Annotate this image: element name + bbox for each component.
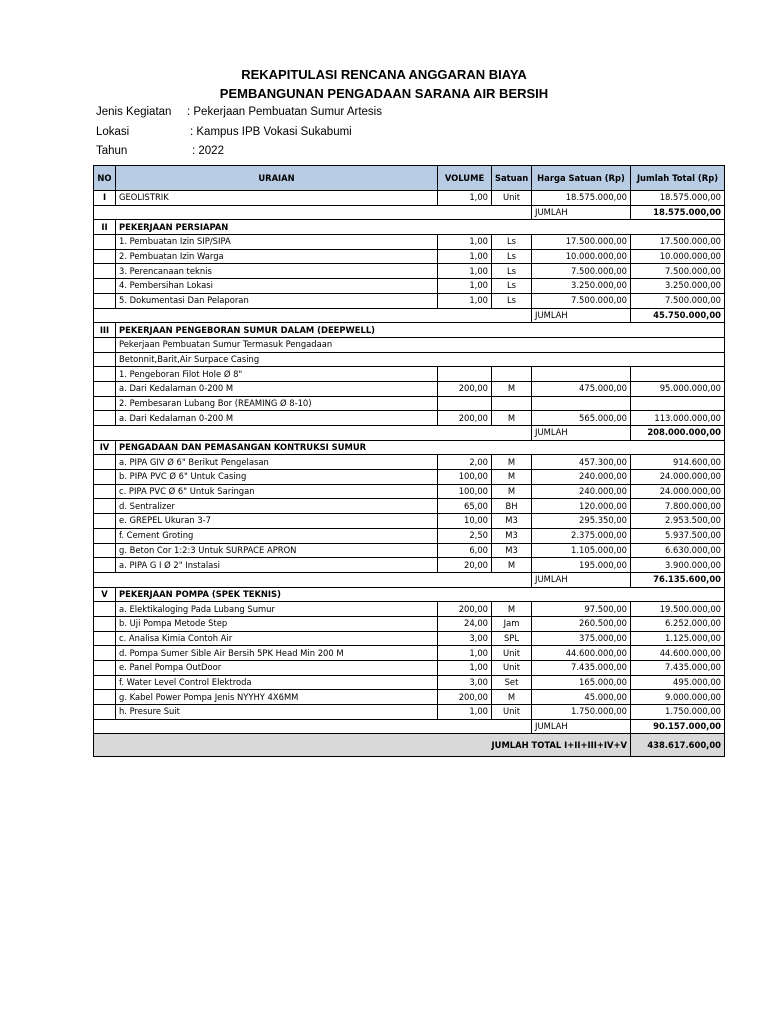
row-uraian: PEKERJAAN PERSIAPAN bbox=[116, 220, 725, 235]
row-uraian: 5. Dokumentasi Dan Pelaporan bbox=[116, 293, 438, 308]
row-satuan bbox=[492, 367, 532, 382]
row-harga: 195.000,00 bbox=[532, 558, 631, 573]
row-uraian: c. PIPA PVC Ø 6" Untuk Saringan bbox=[116, 484, 438, 499]
row-no: V bbox=[94, 587, 116, 602]
tahun-value: : 2022 bbox=[192, 145, 224, 157]
row-no bbox=[94, 690, 116, 705]
row-harga: 45.000,00 bbox=[532, 690, 631, 705]
row-volume: 6,00 bbox=[438, 543, 492, 558]
table-row bbox=[94, 690, 725, 705]
row-uraian: h. Presure Suit bbox=[116, 705, 438, 720]
table-row bbox=[94, 264, 725, 279]
row-satuan: Ls bbox=[492, 279, 532, 294]
subtotal-value: 18.575.000,00 bbox=[631, 205, 725, 220]
row-volume: 1,00 bbox=[438, 249, 492, 264]
row-no bbox=[94, 337, 116, 352]
lokasi-value: : Kampus IPB Vokasi Sukabumi bbox=[190, 126, 352, 138]
section-row bbox=[94, 587, 725, 602]
row-harga: 97.500,00 bbox=[532, 602, 631, 617]
row-uraian: e. GREPEL Ukuran 3-7 bbox=[116, 514, 438, 529]
col-header-uraian: URAIAN bbox=[116, 166, 438, 191]
row-no bbox=[94, 470, 116, 485]
subtotal-row bbox=[94, 572, 725, 587]
row-uraian: a. PIPA G I Ø 2" Instalasi bbox=[116, 558, 438, 573]
row-uraian: 1. Pengeboran Filot Hole Ø 8" bbox=[116, 367, 438, 382]
row-satuan: Set bbox=[492, 675, 532, 690]
row-uraian: a. Dari Kedalaman 0-200 M bbox=[116, 411, 438, 426]
row-no: I bbox=[94, 191, 116, 206]
subtotal-label: JUMLAH bbox=[532, 205, 631, 220]
row-no bbox=[94, 514, 116, 529]
row-uraian: Pekerjaan Pembuatan Sumur Termasuk Pengadaan bbox=[116, 337, 725, 352]
row-satuan: M bbox=[492, 411, 532, 426]
row-satuan: Unit bbox=[492, 705, 532, 720]
row-harga: 475.000,00 bbox=[532, 381, 631, 396]
row-uraian: f. Water Level Control Elektroda bbox=[116, 675, 438, 690]
table-row bbox=[94, 367, 725, 382]
row-satuan: M bbox=[492, 690, 532, 705]
row-jumlah: 3.250.000,00 bbox=[631, 279, 725, 294]
row-no bbox=[94, 705, 116, 720]
table-row bbox=[94, 631, 725, 646]
table-row bbox=[94, 646, 725, 661]
row-satuan: Ls bbox=[492, 235, 532, 250]
subtotal-value: 208.000.000,00 bbox=[631, 426, 725, 441]
section-row bbox=[94, 323, 725, 338]
row-no bbox=[94, 411, 116, 426]
col-header-volume: VOLUME bbox=[438, 166, 492, 191]
row-uraian: c. Analisa Kimia Contoh Air bbox=[116, 631, 438, 646]
row-satuan: M bbox=[492, 455, 532, 470]
row-volume: 2,00 bbox=[438, 455, 492, 470]
row-harga bbox=[532, 396, 631, 411]
row-jumlah: 19.500.000,00 bbox=[631, 602, 725, 617]
subtotal-label: JUMLAH bbox=[532, 308, 631, 323]
table-row bbox=[94, 235, 725, 250]
row-volume: 1,00 bbox=[438, 661, 492, 676]
row-jumlah: 7.500.000,00 bbox=[631, 293, 725, 308]
subtotal-spacer bbox=[94, 308, 532, 323]
row-volume: 200,00 bbox=[438, 411, 492, 426]
row-uraian: PEKERJAAN POMPA (SPEK TEKNIS) bbox=[116, 587, 725, 602]
document-subtitle: PEMBANGUNAN PENGADAAN SARANA AIR BERSIH bbox=[219, 86, 549, 101]
row-satuan: M bbox=[492, 470, 532, 485]
subtotal-row bbox=[94, 205, 725, 220]
row-volume: 20,00 bbox=[438, 558, 492, 573]
grand-total-value: 438.617.600,00 bbox=[631, 734, 725, 757]
row-volume: 200,00 bbox=[438, 381, 492, 396]
table-row bbox=[94, 484, 725, 499]
row-no bbox=[94, 293, 116, 308]
row-no bbox=[94, 543, 116, 558]
jenis-kegiatan-value: : Pekerjaan Pembuatan Sumur Artesis bbox=[187, 106, 382, 118]
row-no bbox=[94, 646, 116, 661]
table-row bbox=[94, 543, 725, 558]
row-volume: 200,00 bbox=[438, 602, 492, 617]
row-jumlah: 44.600.000,00 bbox=[631, 646, 725, 661]
row-jumlah: 914.600,00 bbox=[631, 455, 725, 470]
col-header-satuan: Satuan bbox=[492, 166, 532, 191]
subtotal-label: JUMLAH bbox=[532, 426, 631, 441]
row-satuan: M bbox=[492, 381, 532, 396]
row-volume: 1,00 bbox=[438, 646, 492, 661]
row-no bbox=[94, 249, 116, 264]
row-jumlah: 1.750.000,00 bbox=[631, 705, 725, 720]
table-row bbox=[94, 470, 725, 485]
row-harga: 7.500.000,00 bbox=[532, 264, 631, 279]
row-uraian: b. PIPA PVC Ø 6" Untuk Casing bbox=[116, 470, 438, 485]
row-harga: 260.500,00 bbox=[532, 616, 631, 631]
row-harga: 7.500.000,00 bbox=[532, 293, 631, 308]
row-no bbox=[94, 558, 116, 573]
row-satuan: Unit bbox=[492, 646, 532, 661]
row-harga: 3.250.000,00 bbox=[532, 279, 631, 294]
row-harga: 7.435.000,00 bbox=[532, 661, 631, 676]
row-uraian: g. Kabel Power Pompa Jenis NYYHY 4X6MM bbox=[116, 690, 438, 705]
row-jumlah: 6.630.000,00 bbox=[631, 543, 725, 558]
table-row bbox=[94, 499, 725, 514]
table-row bbox=[94, 249, 725, 264]
row-uraian: g. Beton Cor 1:2:3 Untuk SURPACE APRON bbox=[116, 543, 438, 558]
row-harga: 240.000,00 bbox=[532, 484, 631, 499]
subtotal-value: 76.135.600,00 bbox=[631, 572, 725, 587]
table-row bbox=[94, 396, 725, 411]
row-uraian: Betonnit,Barit,Air Surpace Casing bbox=[116, 352, 725, 367]
row-volume: 100,00 bbox=[438, 470, 492, 485]
subtotal-spacer bbox=[94, 426, 532, 441]
row-no: III bbox=[94, 323, 116, 338]
row-no bbox=[94, 352, 116, 367]
row-satuan bbox=[492, 396, 532, 411]
row-volume: 24,00 bbox=[438, 616, 492, 631]
row-volume: 200,00 bbox=[438, 690, 492, 705]
budget-table bbox=[93, 165, 725, 757]
subtotal-row bbox=[94, 719, 725, 734]
row-uraian: PENGADAAN DAN PEMASANGAN KONTRUKSI SUMUR bbox=[116, 440, 725, 455]
row-jumlah: 95.000.000,00 bbox=[631, 381, 725, 396]
row-satuan: Unit bbox=[492, 661, 532, 676]
row-no bbox=[94, 279, 116, 294]
row-uraian: a. Elektikaloging Pada Lubang Sumur bbox=[116, 602, 438, 617]
row-jumlah: 113.000.000,00 bbox=[631, 411, 725, 426]
tahun-label: Tahun bbox=[96, 145, 128, 157]
row-harga: 565.000,00 bbox=[532, 411, 631, 426]
row-no bbox=[94, 381, 116, 396]
row-volume: 3,00 bbox=[438, 631, 492, 646]
row-no bbox=[94, 367, 116, 382]
row-satuan: M bbox=[492, 602, 532, 617]
row-jumlah: 5.937.500,00 bbox=[631, 528, 725, 543]
row-uraian: a. PIPA GIV Ø 6" Berikut Pengelasan bbox=[116, 455, 438, 470]
row-uraian: 2. Pembuatan Izin Warga bbox=[116, 249, 438, 264]
row-jumlah: 6.252.000,00 bbox=[631, 616, 725, 631]
row-satuan: SPL bbox=[492, 631, 532, 646]
note-row bbox=[94, 337, 725, 352]
row-no bbox=[94, 396, 116, 411]
table-row bbox=[94, 602, 725, 617]
row-harga: 1.750.000,00 bbox=[532, 705, 631, 720]
row-uraian: a. Dari Kedalaman 0-200 M bbox=[116, 381, 438, 396]
row-harga: 10.000.000,00 bbox=[532, 249, 631, 264]
table-header-row bbox=[94, 166, 725, 191]
col-header-jumlah-total: Jumlah Total (Rp) bbox=[631, 166, 725, 191]
row-volume: 1,00 bbox=[438, 191, 492, 206]
row-volume: 10,00 bbox=[438, 514, 492, 529]
row-no bbox=[94, 675, 116, 690]
row-harga: 1.105.000,00 bbox=[532, 543, 631, 558]
table-row bbox=[94, 455, 725, 470]
table-row bbox=[94, 705, 725, 720]
row-satuan: Unit bbox=[492, 191, 532, 206]
row-no bbox=[94, 499, 116, 514]
row-jumlah: 18.575.000,00 bbox=[631, 191, 725, 206]
row-no: II bbox=[94, 220, 116, 235]
subtotal-label: JUMLAH bbox=[532, 719, 631, 734]
grand-total-row bbox=[94, 734, 725, 757]
row-uraian: GEOLISTRIK bbox=[116, 191, 438, 206]
row-harga: 2.375.000,00 bbox=[532, 528, 631, 543]
table-row bbox=[94, 616, 725, 631]
row-no bbox=[94, 235, 116, 250]
row-jumlah: 24.000.000,00 bbox=[631, 470, 725, 485]
row-no bbox=[94, 661, 116, 676]
row-uraian: 3. Perencanaan teknis bbox=[116, 264, 438, 279]
row-volume: 1,00 bbox=[438, 293, 492, 308]
row-volume bbox=[438, 396, 492, 411]
row-volume: 3,00 bbox=[438, 675, 492, 690]
row-no bbox=[94, 528, 116, 543]
row-no bbox=[94, 631, 116, 646]
row-uraian: f. Cement Groting bbox=[116, 528, 438, 543]
document-title: REKAPITULASI RENCANA ANGGARAN BIAYA bbox=[241, 67, 527, 82]
row-volume: 2,50 bbox=[438, 528, 492, 543]
row-uraian: b. Uji Pompa Metode Step bbox=[116, 616, 438, 631]
row-uraian: 2. Pembesaran Lubang Bor (REAMING Ø 8-10) bbox=[116, 396, 438, 411]
row-satuan: Jam bbox=[492, 616, 532, 631]
row-no bbox=[94, 455, 116, 470]
row-jumlah: 10.000.000,00 bbox=[631, 249, 725, 264]
row-satuan: BH bbox=[492, 499, 532, 514]
row-jumlah: 7.800.000,00 bbox=[631, 499, 725, 514]
row-jumlah: 7.435.000,00 bbox=[631, 661, 725, 676]
row-jumlah bbox=[631, 367, 725, 382]
row-satuan: M3 bbox=[492, 543, 532, 558]
row-jumlah bbox=[631, 396, 725, 411]
jenis-kegiatan-label: Jenis Kegiatan bbox=[96, 106, 172, 118]
table-row bbox=[94, 558, 725, 573]
subtotal-value: 45.750.000,00 bbox=[631, 308, 725, 323]
row-no bbox=[94, 616, 116, 631]
row-jumlah: 495.000,00 bbox=[631, 675, 725, 690]
row-volume: 1,00 bbox=[438, 279, 492, 294]
table-row bbox=[94, 411, 725, 426]
row-volume: 1,00 bbox=[438, 264, 492, 279]
row-harga: 120.000,00 bbox=[532, 499, 631, 514]
row-uraian: 4. Pembersihan Lokasi bbox=[116, 279, 438, 294]
row-satuan: M3 bbox=[492, 514, 532, 529]
row-harga: 17.500.000,00 bbox=[532, 235, 631, 250]
row-harga bbox=[532, 367, 631, 382]
row-harga: 295.350,00 bbox=[532, 514, 631, 529]
table-row bbox=[94, 191, 725, 206]
row-volume bbox=[438, 367, 492, 382]
table-row bbox=[94, 675, 725, 690]
col-header-no: NO bbox=[94, 166, 116, 191]
section-row bbox=[94, 440, 725, 455]
row-uraian: e. Panel Pompa OutDoor bbox=[116, 661, 438, 676]
row-uraian: d. Pompa Sumer Sible Air Bersih 5PK Head Min 200 M bbox=[116, 646, 438, 661]
table-row bbox=[94, 528, 725, 543]
subtotal-value: 90.157.000,00 bbox=[631, 719, 725, 734]
row-volume: 1,00 bbox=[438, 705, 492, 720]
row-harga: 457.300,00 bbox=[532, 455, 631, 470]
row-satuan: M3 bbox=[492, 528, 532, 543]
row-jumlah: 3.900.000,00 bbox=[631, 558, 725, 573]
row-jumlah: 24.000.000,00 bbox=[631, 484, 725, 499]
row-volume: 100,00 bbox=[438, 484, 492, 499]
row-jumlah: 9.000.000,00 bbox=[631, 690, 725, 705]
table-row bbox=[94, 381, 725, 396]
subtotal-label: JUMLAH bbox=[532, 572, 631, 587]
row-harga: 44.600.000,00 bbox=[532, 646, 631, 661]
row-uraian: 1. Pembuatan Izin SIP/SIPA bbox=[116, 235, 438, 250]
grand-total-label: JUMLAH TOTAL I+II+III+IV+V bbox=[94, 734, 631, 757]
lokasi-label: Lokasi bbox=[96, 126, 130, 138]
row-harga: 240.000,00 bbox=[532, 470, 631, 485]
row-no: IV bbox=[94, 440, 116, 455]
row-satuan: Ls bbox=[492, 249, 532, 264]
subtotal-spacer bbox=[94, 205, 532, 220]
row-no bbox=[94, 602, 116, 617]
row-jumlah: 2.953.500,00 bbox=[631, 514, 725, 529]
row-no bbox=[94, 484, 116, 499]
table-row bbox=[94, 293, 725, 308]
subtotal-spacer bbox=[94, 719, 532, 734]
row-satuan: M bbox=[492, 484, 532, 499]
table-row bbox=[94, 661, 725, 676]
row-uraian: d. Sentralizer bbox=[116, 499, 438, 514]
row-satuan: M bbox=[492, 558, 532, 573]
row-no bbox=[94, 264, 116, 279]
table-row bbox=[94, 279, 725, 294]
table-row bbox=[94, 514, 725, 529]
row-jumlah: 1.125.000,00 bbox=[631, 631, 725, 646]
row-harga: 375.000,00 bbox=[532, 631, 631, 646]
note-row bbox=[94, 352, 725, 367]
subtotal-row bbox=[94, 426, 725, 441]
row-uraian: PEKERJAAN PENGEBORAN SUMUR DALAM (DEEPWELL) bbox=[116, 323, 725, 338]
row-volume: 1,00 bbox=[438, 235, 492, 250]
row-harga: 165.000,00 bbox=[532, 675, 631, 690]
subtotal-row bbox=[94, 308, 725, 323]
subtotal-spacer bbox=[94, 572, 532, 587]
row-jumlah: 17.500.000,00 bbox=[631, 235, 725, 250]
section-row bbox=[94, 220, 725, 235]
row-harga: 18.575.000,00 bbox=[532, 191, 631, 206]
row-satuan: Ls bbox=[492, 293, 532, 308]
col-header-harga-satuan: Harga Satuan (Rp) bbox=[532, 166, 631, 191]
row-satuan: Ls bbox=[492, 264, 532, 279]
row-volume: 65,00 bbox=[438, 499, 492, 514]
row-jumlah: 7.500.000,00 bbox=[631, 264, 725, 279]
